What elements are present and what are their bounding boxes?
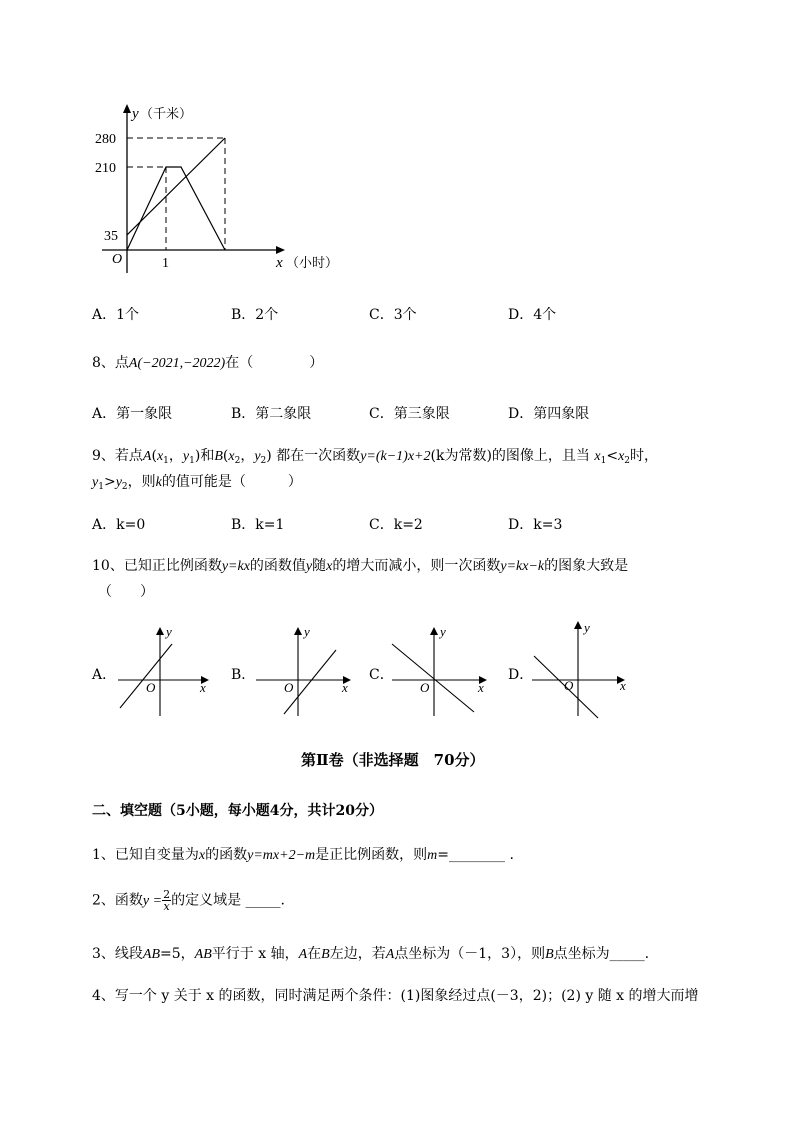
fraction-2-over-x: $\frac{2}{x}$: [163, 888, 171, 913]
y-axis-unit: （千米）: [140, 106, 193, 121]
distance-time-graph: [80, 95, 380, 280]
svg-text:y: y: [304, 624, 310, 639]
q10-option-c-label[interactable]: C．: [369, 667, 394, 683]
tick-210: 210: [95, 161, 116, 176]
q10-graph-c[interactable]: [386, 620, 496, 720]
x-axis-unit: （小时）: [286, 255, 339, 270]
fill-q1: 1、已知自变量为x的函数y=mx+2−m是正比例函数，则m=________ .: [92, 847, 514, 863]
q8-point: A(−2021,−2022): [128, 356, 226, 371]
q10-graph-d[interactable]: [528, 614, 638, 720]
q8-option-b[interactable]: B．第二象限: [231, 406, 312, 422]
q9-stem-line2: $y_1>y_2$，则k的值可能是（ ）: [92, 474, 302, 492]
q10-option-a-label[interactable]: A．: [92, 667, 117, 683]
svg-text:O: O: [284, 680, 294, 695]
svg-text:O: O: [420, 680, 430, 695]
q10-stem-line1: 10、已知正比例函数y=kx的函数值y随x的增大而减小，则一次函数y=kx−k的图象大致是: [92, 558, 629, 574]
svg-text:x: x: [342, 680, 348, 695]
tick-1: 1: [162, 256, 169, 271]
tick-35: 35: [104, 229, 118, 244]
q10-graph-a[interactable]: [108, 620, 218, 720]
y-axis-arrow: [123, 104, 131, 113]
q10-a-line: [120, 644, 172, 708]
q9-option-a[interactable]: A．k=0: [92, 517, 146, 533]
svg-text:x: x: [478, 680, 484, 695]
tick-280: 280: [95, 132, 116, 147]
q7-option-c[interactable]: C．3个: [369, 307, 417, 323]
fill-q4: 4、写一个 y 关于 x 的函数，同时满足两个条件：(1)图象经过点(－3，2)；(2) y 随 x 的增大而增: [92, 988, 699, 1004]
x-axis-label: x: [276, 255, 283, 271]
q10-graph-b[interactable]: [250, 620, 360, 720]
origin-label: O: [112, 252, 123, 267]
q9-function: y=(k−1)x+2: [360, 449, 431, 464]
q8-option-c[interactable]: C．第三象限: [369, 406, 450, 422]
vehicle-a-path: [127, 167, 225, 250]
q8-stem: 8、点A(−2021,−2022)在（ ）: [92, 355, 324, 371]
svg-text:y: y: [584, 620, 590, 635]
section-2-title: 第Ⅱ卷（非选择题 70分）: [301, 751, 485, 769]
x-axis-arrow: [276, 246, 285, 254]
part-2-heading: 二、填空题（5小题，每小题4分，共计20分）: [92, 803, 383, 819]
svg-text:O: O: [146, 680, 156, 695]
q10-option-d-label[interactable]: D．: [508, 667, 534, 683]
q10-stem-line2: （ ）: [98, 584, 154, 600]
q9-option-c[interactable]: C．k=2: [369, 517, 423, 533]
q7-option-d[interactable]: D．4个: [508, 307, 557, 323]
svg-text:y: y: [166, 624, 172, 639]
fill-q3: 3、线段AB=5，AB平行于 x 轴，A在B左边，若A点坐标为（－1，3），则B点坐标为_____.: [92, 946, 650, 962]
q7-option-b[interactable]: B．2个: [231, 307, 279, 323]
q10-option-b-label[interactable]: B．: [231, 667, 256, 683]
vehicle-b-path: [127, 138, 225, 235]
svg-text:x: x: [620, 678, 626, 693]
q9-option-b[interactable]: B．k=1: [231, 517, 285, 533]
q8-option-a[interactable]: A．第一象限: [92, 406, 173, 422]
svg-text:x: x: [200, 680, 206, 695]
svg-text:O: O: [564, 678, 574, 693]
q10-c-line: [392, 644, 474, 712]
q7-option-a[interactable]: A．1个: [92, 307, 140, 323]
q8-option-d[interactable]: D．第四象限: [508, 406, 590, 422]
q9-stem-line1: 9、若点$A(x_1$，$y_1$)和$B(x_2$，$y_2$) 都在一次函数y=(k−1)x+2(k为常数)的图像上，且当 $x_1<x_2$时，: [92, 448, 659, 466]
y-axis-label: y: [132, 106, 139, 122]
q9-option-d[interactable]: D．k=3: [508, 517, 563, 533]
fill-q2: 2、函数y = $\frac{2}{x}$ 的定义域是 _____.: [92, 888, 285, 913]
svg-text:y: y: [440, 624, 446, 639]
